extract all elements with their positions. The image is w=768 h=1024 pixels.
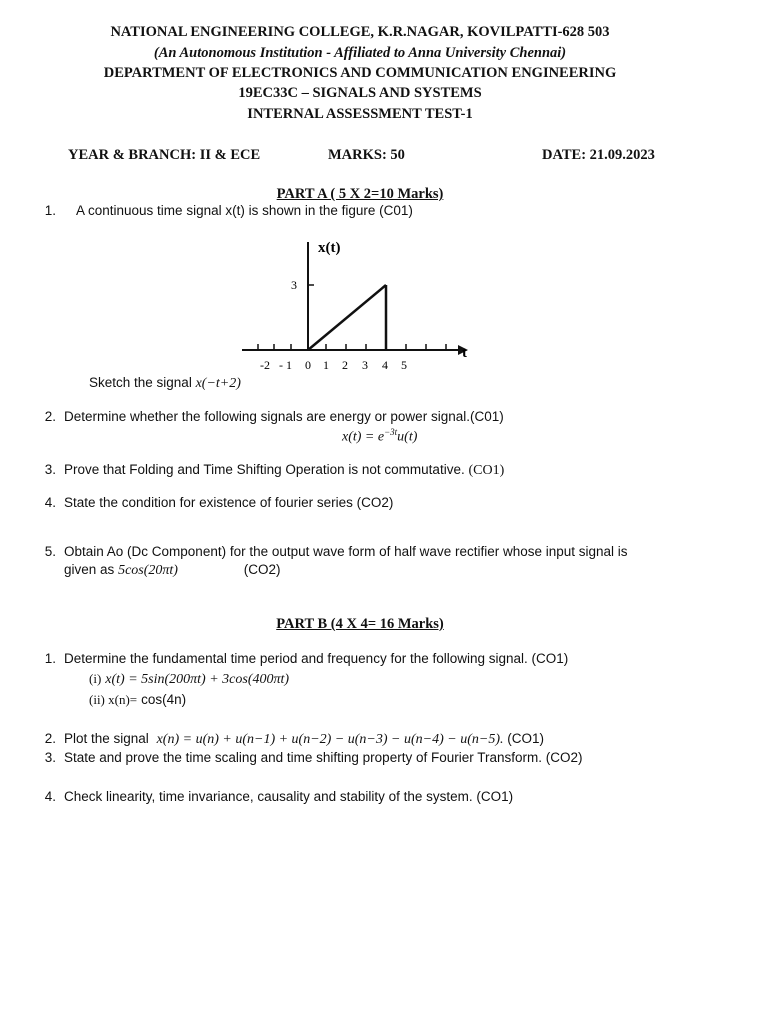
- x-tick-label: 0: [305, 358, 311, 372]
- part-a-q5-line2: [64, 562, 280, 579]
- course-title: 19EC33C – SIGNALS AND SYSTEMS: [238, 85, 482, 101]
- sketch-instruction: [89, 375, 241, 392]
- course-outcome: (CO2): [243, 562, 281, 577]
- sub-label: (ii) x(n)=: [89, 692, 138, 707]
- plot-expression: x(n) = u(n) + u(n−1) + u(n−2) − u(n−3) − u(n−4) − u(n−5).: [156, 732, 504, 747]
- part-b-q1-sub2: [89, 691, 186, 709]
- question-text: Prove that Folding and Time Shifting Operation is not commutative.: [64, 462, 465, 477]
- question-number: 2.: [44, 409, 56, 424]
- x-tick-label: 3: [362, 358, 368, 372]
- input-signal-expression: 5cos(20πt): [118, 563, 178, 578]
- affiliation: (An Autonomous Institution - Affiliated to Anna University Chennai): [153, 45, 567, 61]
- sub-expression: cos(4n): [141, 692, 187, 707]
- y-axis-label: x(t): [318, 240, 341, 256]
- x-tick-label: 1: [323, 358, 329, 372]
- question-text: Plot the signal: [64, 731, 149, 746]
- part-b-title: PART B (4 X 4= 16 Marks): [276, 616, 444, 632]
- question-number: 4.: [44, 495, 56, 510]
- part-a-q5: [36, 544, 628, 559]
- x-axis-label: t: [462, 345, 467, 361]
- part-b-q1: [36, 651, 568, 666]
- question-number: 3.: [44, 462, 56, 477]
- question-text: A continuous time signal x(t) is shown in the figure (C01): [76, 203, 413, 218]
- department-name: DEPARTMENT OF ELECTRONICS AND COMMUNICATION ENGINEERING: [103, 65, 617, 81]
- part-b-q1-sub1: [89, 670, 289, 688]
- energy-power-expression: [342, 427, 417, 446]
- expr-exponent: −3t: [384, 427, 398, 437]
- college-name: NATIONAL ENGINEERING COLLEGE, K.R.NAGAR, KOVILPATTI-628 503: [110, 24, 610, 40]
- sketch-label: Sketch the signal: [89, 375, 192, 390]
- part-b-q4: [36, 789, 513, 804]
- question-number: 4.: [44, 789, 56, 804]
- signal-ramp: [308, 285, 386, 350]
- expr-rhs: u(t): [397, 429, 418, 445]
- question-text: Determine whether the following signals are energy or power signal.(C01): [64, 409, 504, 424]
- part-a-title: PART A ( 5 X 2=10 Marks): [276, 186, 444, 202]
- question-text: State the condition for existence of fourier series (CO2): [64, 495, 394, 510]
- x-tick-label: 5: [401, 358, 407, 372]
- sub-label: (i): [89, 671, 102, 686]
- y-tick-label: 3: [291, 278, 297, 292]
- sub-expression: x(t) = 5sin(200πt) + 3cos(400πt): [105, 672, 290, 687]
- question-text: Check linearity, time invariance, causality and stability of the system. (CO1): [64, 789, 514, 804]
- course-outcome: (CO1): [468, 463, 505, 478]
- part-a-q1: [36, 203, 413, 218]
- course-outcome: (CO1): [507, 731, 544, 746]
- part-a-q3: [36, 462, 504, 479]
- question-text: given as: [64, 562, 115, 577]
- part-b-q3: [36, 750, 582, 765]
- sketch-expression: x(−t+2): [195, 376, 241, 391]
- question-number: 1.: [44, 651, 56, 666]
- x-tick-labels: [260, 358, 407, 372]
- question-text: Determine the fundamental time period and frequency for the following signal. (CO1): [64, 651, 569, 666]
- question-number: 3.: [44, 750, 56, 765]
- question-number: 2.: [44, 731, 56, 746]
- part-a-q4: [36, 495, 393, 510]
- x-tick-label: - 1: [279, 358, 292, 372]
- part-b-q2: [36, 731, 544, 748]
- x-tick-label: 4: [382, 358, 388, 372]
- x-tick-label: 2: [342, 358, 348, 372]
- signal-figure: [236, 234, 476, 376]
- part-a-q2: [36, 409, 504, 424]
- year-branch: YEAR & BRANCH: II & ECE: [68, 147, 261, 163]
- test-title: INTERNAL ASSESSMENT TEST-1: [247, 106, 473, 122]
- question-text: Obtain Ao (Dc Component) for the output wave form of half wave rectifier whose input signal is: [64, 544, 628, 559]
- expr-lhs: x(t) = e: [342, 429, 385, 445]
- question-number: 5.: [44, 544, 56, 559]
- question-number: 1.: [44, 203, 56, 218]
- question-text: State and prove the time scaling and time shifting property of Fourier Transform. (CO2): [64, 750, 583, 765]
- marks: MARKS: 50: [328, 147, 405, 163]
- date: DATE: 21.09.2023: [542, 147, 655, 163]
- x-tick-label: -2: [260, 358, 270, 372]
